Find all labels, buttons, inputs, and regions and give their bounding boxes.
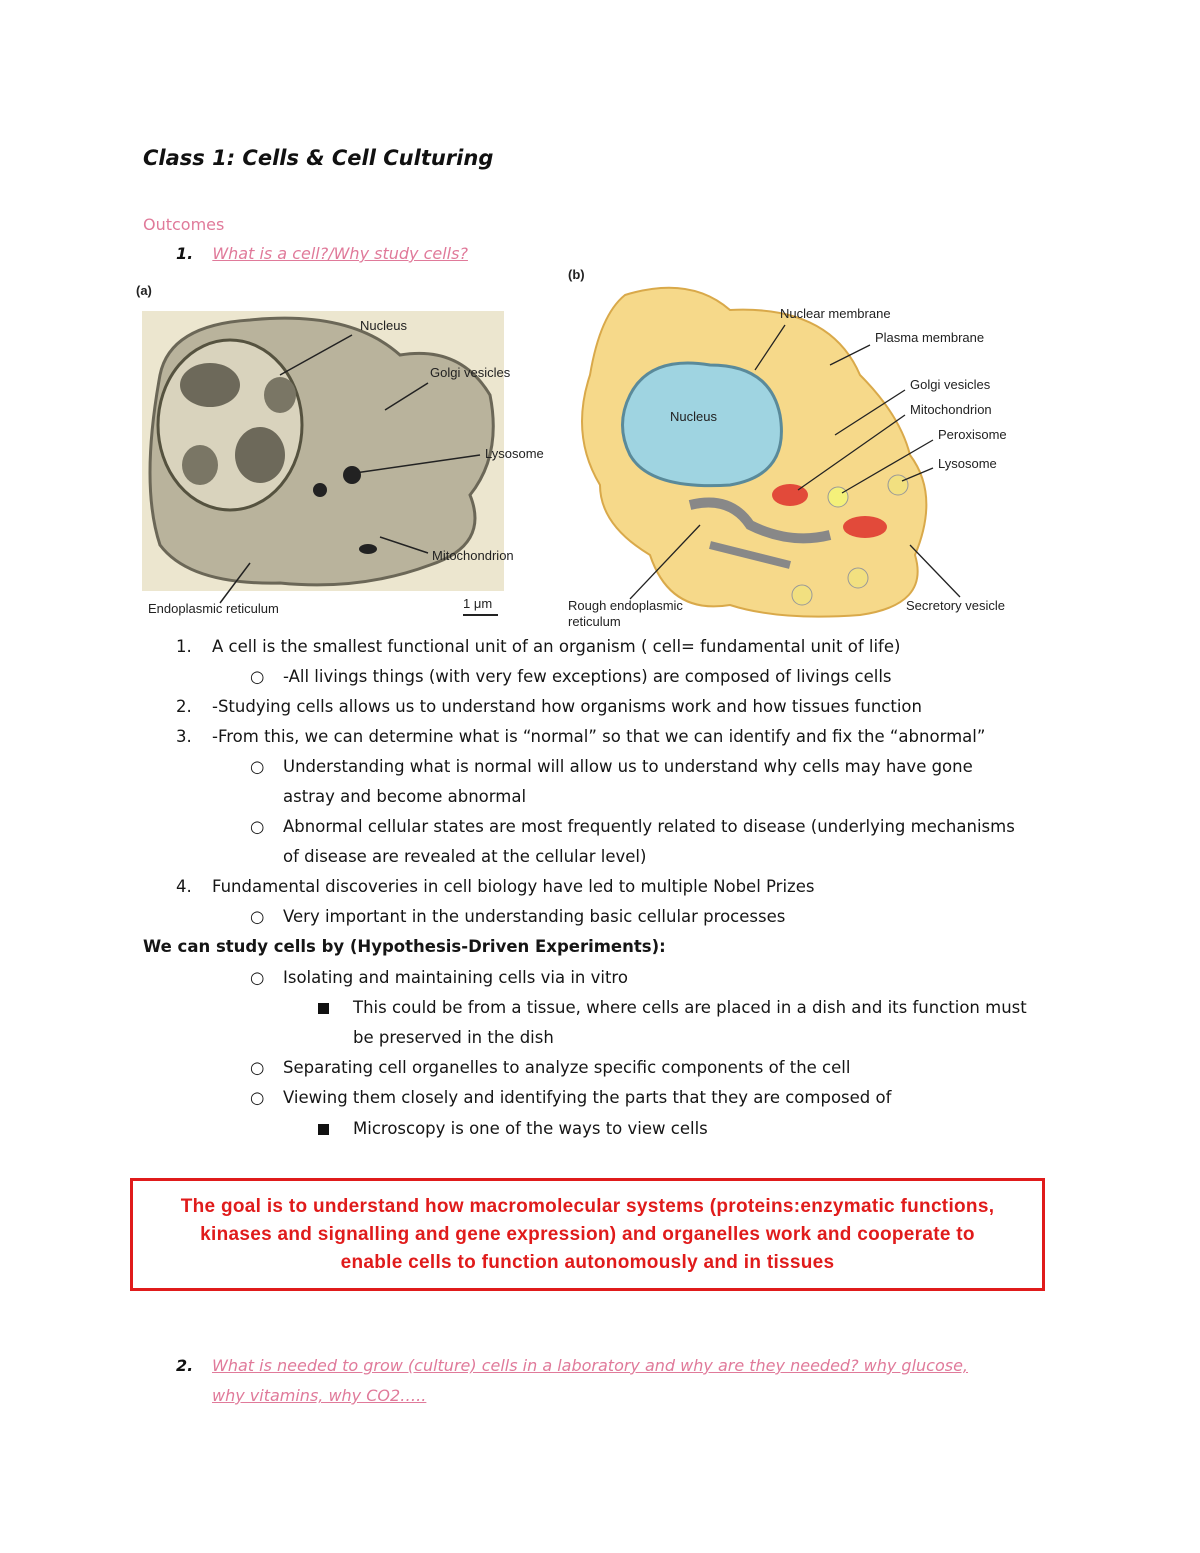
list-item (176, 632, 901, 662)
list-number: 4. (176, 877, 192, 896)
micrograph-lysosome (313, 483, 327, 497)
figure-a-tag: (a) (136, 283, 152, 298)
list-sub-item (250, 662, 892, 692)
list-text: This could be from a tissue, where cells are placed in a dish and its function must (353, 998, 1027, 1017)
circle-bullet-icon: ○ (250, 1088, 265, 1107)
label-plasma-membrane: Plasma membrane (875, 330, 985, 345)
diagram-nucleus (623, 363, 782, 486)
list-number: 2. (176, 697, 192, 716)
list-text-continued: of disease are revealed at the cellular level) (283, 847, 647, 866)
micrograph-chromatin (264, 377, 296, 413)
question-1-text: What is a cell?/Why study cells? (212, 244, 468, 263)
list-text: -From this, we can determine what is “normal” so that we can identify and fix the “abnormal” (212, 727, 986, 746)
label-golgi-b: Golgi vesicles (910, 377, 991, 392)
circle-bullet-icon: ○ (250, 667, 265, 686)
label-mitochondrion-a: Mitochondrion (432, 548, 514, 563)
list-item (176, 692, 922, 722)
circle-bullet-icon: ○ (250, 1058, 265, 1077)
label-er-a: Endoplasmic reticulum (148, 601, 279, 616)
label-nucleus-a: Nucleus (360, 318, 407, 333)
study-heading: We can study cells by (Hypothesis-Driven Experiments): (143, 937, 666, 956)
list-sub-item (250, 963, 628, 993)
list-sub-item (250, 1053, 851, 1083)
label-mitochondrion-b: Mitochondrion (910, 402, 992, 417)
list-number: 3. (176, 727, 192, 746)
diagram-peroxisome (828, 487, 848, 507)
square-bullet-icon (318, 1124, 329, 1135)
diagram-secretory-vesicle (792, 585, 812, 605)
question-2 (176, 1356, 969, 1375)
list-text-continued: be preserved in the dish (353, 1028, 554, 1047)
list-text: Fundamental discoveries in cell biology have led to multiple Nobel Prizes (212, 877, 815, 896)
micrograph-nucleus (158, 340, 302, 510)
circle-bullet-icon: ○ (250, 907, 265, 926)
circle-bullet-icon: ○ (250, 757, 265, 776)
list-text: A cell is the smallest functional unit of an organism ( cell= fundamental unit of life) (212, 637, 901, 656)
figure-b-tag: (b) (568, 267, 585, 282)
goal-text (138, 1193, 1038, 1277)
circle-bullet-icon: ○ (250, 968, 265, 987)
list-sub-item (250, 1083, 892, 1113)
list-text-continued: astray and become abnormal (283, 787, 527, 806)
label-rough-er-1: Rough endoplasmic (568, 598, 683, 613)
diagram-mitochondrion (843, 516, 887, 538)
list-sub-item (250, 902, 786, 932)
question-2-text-continued: why vitamins, why CO2….. (212, 1386, 427, 1405)
list-text: Isolating and maintaining cells via in vitro (283, 968, 628, 987)
list-sub-item (250, 812, 1015, 842)
list-text: Very important in the understanding basic cellular processes (283, 907, 786, 926)
list-item (176, 722, 986, 752)
goal-line: kinases and signalling and gene expression) and organelles work and cooperate to (200, 1223, 975, 1245)
micrograph-lysosome (343, 466, 361, 484)
list-sub-item (250, 752, 973, 782)
diagram-lysosome (888, 475, 908, 495)
label-rough-er-2: reticulum (568, 614, 621, 629)
list-item (176, 872, 815, 902)
list-number: 1. (176, 637, 192, 656)
question-2-number: 2. (176, 1356, 194, 1375)
goal-line: The goal is to understand how macromolecular systems (proteins:enzymatic functions, (180, 1195, 995, 1217)
micrograph-chromatin (182, 445, 218, 485)
label-peroxisome: Peroxisome (938, 427, 1007, 442)
question-1 (176, 244, 468, 263)
question-1-number: 1. (176, 244, 194, 263)
page-title: Class 1: Cells & Cell Culturing (143, 146, 494, 170)
label-nuclear-membrane: Nuclear membrane (780, 306, 891, 321)
micrograph-chromatin (235, 427, 285, 483)
label-nucleus-b: Nucleus (670, 409, 717, 424)
goal-callout-box (130, 1178, 1045, 1291)
list-text: Separating cell organelles to analyze specific components of the cell (283, 1058, 851, 1077)
cell-figure (130, 265, 1060, 635)
circle-bullet-icon: ○ (250, 817, 265, 836)
list-text: Microscopy is one of the ways to view cells (353, 1119, 708, 1138)
label-lysosome-a: Lysosome (485, 446, 544, 461)
question-2-text: What is needed to grow (culture) cells in a laboratory and why are they needed? why glucose, (212, 1356, 969, 1375)
scale-bar-label: 1 μm (463, 596, 493, 611)
square-bullet-icon (318, 1003, 329, 1014)
outcomes-heading: Outcomes (143, 215, 225, 234)
goal-line: enable cells to function autonomously and in tissues (340, 1251, 835, 1273)
label-secretory-vesicle: Secretory vesicle (906, 598, 1005, 613)
list-text: -Studying cells allows us to understand how organisms work and how tissues function (212, 697, 922, 716)
diagram-secretory-vesicle (848, 568, 868, 588)
micrograph-chromatin (180, 363, 240, 407)
label-golgi-a: Golgi vesicles (430, 365, 511, 380)
micrograph-mitochondrion (359, 544, 377, 554)
label-lysosome-b: Lysosome (938, 456, 997, 471)
list-text: Understanding what is normal will allow us to understand why cells may have gone (283, 757, 973, 776)
list-text: Abnormal cellular states are most frequently related to disease (underlying mechanisms (283, 817, 1015, 836)
list-text: Viewing them closely and identifying the parts that they are composed of (283, 1088, 892, 1107)
list-text: -All livings things (with very few exceptions) are composed of livings cells (283, 667, 892, 686)
